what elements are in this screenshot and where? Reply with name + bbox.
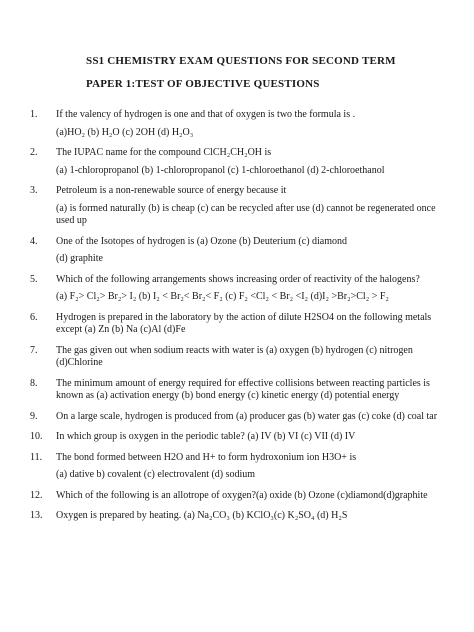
question-body bbox=[56, 345, 444, 370]
question-text: The gas given out when sodium reacts with water is (a) oxygen (b) hydrogen (c) nitrogen (d)Chlorine bbox=[56, 344, 413, 368]
question-body bbox=[56, 378, 444, 403]
question-item bbox=[30, 185, 444, 228]
question-text: The minimum amount of energy required for effective collisions between reacting particles is known as (a) activation energy (b) bond energy (c) kinetic energy (d) potential energy bbox=[56, 377, 430, 401]
question-number: 5. bbox=[30, 273, 38, 285]
question-item bbox=[30, 431, 444, 444]
question-text: The bond formed between H2O and H+ to form hydroxonium ion H3O+ is bbox=[56, 451, 357, 463]
question-item bbox=[30, 345, 444, 370]
question-number: 2. bbox=[30, 147, 38, 158]
question-item bbox=[30, 378, 444, 403]
question-body bbox=[56, 510, 444, 523]
question-number: 13. bbox=[30, 510, 43, 521]
question-text: Hydrogen is prepared in the laboratory by the action of dilute H2SO4 on the following metals except (a) Zn (b) Na (c)Al (d)Fe bbox=[56, 311, 432, 335]
question-item bbox=[30, 236, 444, 266]
question-text: Petroleum is a non-renewable source of energy because it bbox=[56, 185, 287, 196]
question-body bbox=[56, 452, 444, 482]
question-body bbox=[56, 274, 444, 304]
question-body bbox=[56, 490, 444, 503]
question-body bbox=[56, 109, 444, 139]
question-body bbox=[56, 236, 444, 266]
question-number: 9. bbox=[30, 410, 38, 422]
question-number: 4. bbox=[30, 235, 38, 247]
question-number: 11. bbox=[30, 451, 43, 463]
question-list bbox=[30, 109, 444, 523]
question-item bbox=[30, 452, 444, 482]
question-text: Which of the following arrangements shows increasing order of reactivity of the halogens? bbox=[56, 273, 420, 285]
question-text: Oxygen is prepared by heating. (a) Na₂CO₃ (b) KClO₃(c) K₂SO₄ (d) H₂S bbox=[56, 510, 348, 521]
question-text: One of the Isotopes of hydrogen is (a) Ozone (b) Deuterium (c) diamond bbox=[56, 235, 348, 247]
question-body bbox=[56, 431, 444, 444]
question-item bbox=[30, 411, 444, 424]
question-body bbox=[56, 312, 444, 337]
question-options: (a) is formed naturally (b) is cheap (c) can be recycled after use (d) cannot be regenerated once used up bbox=[56, 202, 436, 226]
document-title: SS1 CHEMISTRY EXAM QUESTIONS FOR SECOND TERM bbox=[86, 55, 396, 67]
question-number: 12. bbox=[30, 489, 43, 501]
question-item bbox=[30, 147, 444, 177]
question-options: (a) 1-chloropropanol (b) 1-chloropropanol (c) 1-chloroethanol (d) 2-chloroethanol bbox=[56, 164, 385, 176]
question-body bbox=[56, 185, 444, 228]
question-options: (a)HO₂ (b) H₂O (c) 2OH (d) H₂O₃ bbox=[56, 126, 194, 138]
question-number: 10. bbox=[30, 431, 43, 442]
question-options: (a) dative b) covalent (c) electrovalent (d) sodium bbox=[56, 469, 256, 480]
question-text: On a large scale, hydrogen is produced from (a) producer gas (b) water gas (c) coke (d) coal tar bbox=[56, 410, 438, 422]
question-number: 1. bbox=[30, 109, 38, 120]
question-number: 3. bbox=[30, 185, 38, 196]
question-item bbox=[30, 510, 444, 523]
question-text: If the valency of hydrogen is one and that of oxygen is two the formula is . bbox=[56, 109, 356, 120]
question-item bbox=[30, 312, 444, 337]
question-item bbox=[30, 274, 444, 304]
question-text: The IUPAC name for the compound ClCH₂CH₂OH is bbox=[56, 147, 272, 158]
question-text: Which of the following is an allotrope of oxygen?(a) oxide (b) Ozone (c)diamond(d)graphite bbox=[56, 489, 428, 501]
question-number: 8. bbox=[30, 377, 38, 389]
question-body bbox=[56, 147, 444, 177]
question-options: (a) F₂> Cl₂> Br₂> I₂ (b) I₂ < Br₂< Br₂< F₂ (c) F₂ <Cl₂ < Br₂ <I₂ (d)I₂ >Br₂>Cl₂ > F₂ bbox=[56, 291, 389, 302]
question-text: In which group is oxygen in the periodic table? (a) IV (b) VI (c) VII (d) IV bbox=[56, 431, 356, 442]
question-number: 7. bbox=[30, 344, 38, 356]
question-item bbox=[30, 490, 444, 503]
question-item bbox=[30, 109, 444, 139]
question-options: (d) graphite bbox=[56, 253, 103, 264]
question-number: 6. bbox=[30, 311, 38, 323]
question-body bbox=[56, 411, 444, 424]
document-subtitle: PAPER 1:TEST OF OBJECTIVE QUESTIONS bbox=[86, 78, 320, 90]
